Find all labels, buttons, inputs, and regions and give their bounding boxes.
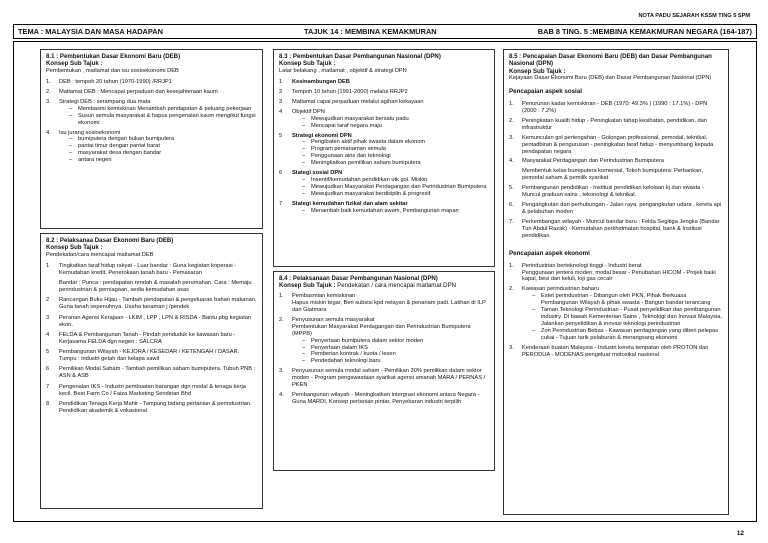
item-text: Rancangan Buku Hijau - Tambah pendapatan & pengeluaran bahan makanan. Guna tanah sepenuhnya. Usaha tanaman j /pendek [59, 297, 257, 311]
item-text: DEB : tempoh 20 tahun (1970-1990) /RRJP1 [59, 78, 172, 85]
box-desc: Pendekatan/cara mencapai matlamat DEB [46, 251, 154, 258]
sub-item-text: Program pemanaman semula [311, 146, 386, 153]
box-8-2 [40, 233, 263, 509]
sub-list [292, 338, 489, 366]
item-text: Kesinambungan DEB [292, 78, 350, 85]
list-item [509, 101, 723, 115]
item-text: Penyusunan semula masyarakat [292, 316, 375, 323]
sub-item-text: Pemberian kontrak / kuota / lesen [311, 351, 396, 358]
list-item [46, 99, 257, 127]
item-text: FELDA & Pembangunan Tanah - Pindah penduduk ke kawasan baru - Kerjasama FELDA dgn negeri : SALCRA [59, 331, 236, 345]
item-number: 1. [509, 262, 514, 269]
list-item [279, 201, 489, 215]
item-body [292, 392, 489, 406]
list-item [279, 79, 489, 86]
list-item [46, 401, 257, 415]
box-8-5 [503, 49, 729, 515]
item-text: Objektif DPN [292, 108, 325, 115]
item-body [292, 368, 489, 389]
item-number: 2. [46, 88, 51, 95]
sub-item [302, 184, 489, 191]
dash-icon: – [302, 344, 306, 351]
box-desc: Pendekatan / cara mencapai matlamat DPN [337, 282, 457, 290]
item-text: Matlamat capai perpaduan melalui agihan kekayaan [292, 98, 424, 105]
item-text: Kemunculan gol pertengahan - Golongan professional, pemodal, teknikal, pentadbiran & pengurusan - peningkatan taraf hidup - menyumbang kepada pendapatan negara [522, 134, 714, 155]
item-body [59, 99, 257, 127]
list-item [509, 286, 723, 342]
item-body [292, 201, 489, 215]
item-text: Membentuk kelas bumiputera komersial, Tokoh bumiputera: Perbankan, pemodal saham & pemilik syarikat [522, 168, 704, 182]
item-extra: Pembentukan Masyarakat Perdagangan dan Perindustrian Bumiputera (MPPB) [292, 323, 471, 337]
item-text: Pembangunan pendidikan - Institusi pendidikan kelolaan kj dan swasta - Muncul graduan sains , tekonologi & teknikal. [522, 185, 704, 199]
topic-title: TAJUK 14 : MEMBINA KEMAKMURAN [304, 27, 437, 36]
sub-item [302, 139, 489, 146]
item-number: 7. [509, 219, 514, 226]
box-title: 8.3 : Pembentukan Dasar Pembangunan Nasional (DPN) [279, 53, 441, 60]
theme-title: TEMA : MALAYSIA DAN MASA HADAPAN [18, 27, 163, 36]
sub-item-text: Estet perindustrian - Dibangun oleh PKN, Pihak Berkuasa Pembangunan Wilayah & pihak swasta - Bangun bandar terancang [541, 293, 711, 307]
item-number [509, 168, 522, 182]
item-list [279, 79, 489, 215]
item-text: Strategi DEB : serampang dua mata [59, 98, 151, 105]
item-text: Isu jurang sosioekonomi [59, 129, 121, 136]
sub-item [302, 146, 489, 153]
dash-icon: – [302, 358, 306, 365]
list-item [279, 293, 489, 314]
sub-item [302, 160, 489, 167]
sub-item [302, 191, 489, 198]
list-item [279, 89, 489, 96]
item-number: 8 [46, 400, 50, 407]
item-number: 6. [509, 202, 514, 209]
sub-item [69, 106, 257, 113]
sub-list [59, 136, 257, 164]
list-item [279, 133, 489, 168]
sub-item-text: Zon Perindustrian Bebas - Kawasan perdagangan yang diberi pelepas cukai - Tujuan tarik pelaburan & merangsang ekonomi [541, 328, 719, 342]
item-body [292, 99, 489, 106]
sub-item [302, 177, 489, 184]
box-8-1 [40, 49, 263, 229]
item-text: Kenderaan buatan Malaysia - Industri kereta tempatan oleh PROTON dan PERODUA - MODENAS pengeluar motosikal nasional [522, 345, 709, 358]
item-body [59, 349, 257, 363]
item-body [59, 280, 257, 294]
sub-item-text: Taman Teknologi Perindustrian - Pusat penyelidikan dan pembangunan industry. Di bawah Kementerian Sains , Teknologi dan Inovasi Malaysia, Jalankan penyelidikan & inovasi teknologi perindustrian [541, 307, 722, 328]
economic-heading: Pencapaian aspek ekonomi [509, 249, 590, 257]
list-item [509, 219, 723, 240]
item-body [522, 263, 723, 284]
sub-item-text: Menambah baik kemudahan awam, Pembangunan mapan [311, 208, 459, 215]
dash-icon: – [69, 136, 73, 143]
item-text: Pendidikan Tenaga Kerja Mahir - Tampung bidang pertanian & perindustrian. Pendidikan akademik & vokasional [59, 400, 252, 414]
sub-item-text: Membasmi kemiskinan Menambah pendapatan & peluang pekerjaan [78, 105, 252, 112]
item-text: Matlamat DEB : Mencapai perpaduan dan kesejahteraan kaum [59, 88, 218, 95]
item-number: 2 [46, 297, 50, 304]
sub-item [302, 208, 489, 215]
sub-item [302, 116, 489, 123]
item-list [46, 263, 257, 415]
item-body [59, 130, 257, 165]
social-list [509, 101, 723, 240]
list-item [279, 392, 489, 406]
list-item [46, 349, 257, 363]
box-title: 8.2 : Pelaksanaa Dasar Ekonomi Baru (DEB) [46, 237, 174, 244]
item-number: 2 [279, 88, 283, 95]
sub-item [302, 351, 489, 358]
dash-icon: – [302, 146, 306, 153]
item-body [59, 79, 257, 86]
item-body [522, 135, 723, 156]
item-number: 5 [279, 132, 283, 139]
sub-item [532, 293, 723, 307]
box-8-4 [273, 271, 495, 471]
dash-icon: – [302, 153, 306, 160]
dash-icon: – [69, 150, 73, 157]
item-number: 2. [279, 316, 284, 323]
item-body [59, 366, 257, 380]
list-item [46, 263, 257, 277]
item-number: 3. [509, 134, 514, 141]
sub-item-text: Penyertaan dalam IKS [311, 344, 368, 351]
item-text: Pengangkutan dan perhubungan - Jalan raya, pengangkutan udara , kereta api & pelabuhan moden [522, 202, 722, 216]
item-number: 4. [279, 392, 284, 399]
item-body [292, 133, 489, 168]
dash-icon: – [302, 139, 306, 146]
box-desc: Kejayaan Dasar Ekonomi Baru (DEB) dan Dasar Pembangunan Nasional (DPN) [509, 75, 712, 82]
item-body [292, 89, 489, 96]
list-item [509, 345, 723, 359]
list-item [46, 280, 257, 294]
item-body [522, 345, 723, 359]
item-number: 3. [509, 345, 514, 352]
sub-item [532, 307, 723, 328]
item-body [59, 384, 257, 398]
item-number: 6 [279, 170, 283, 177]
list-item [46, 315, 257, 329]
box-subtitle: Konsep Sub Tajuk : [509, 67, 566, 75]
chapter-title: BAB 8 TING. 5 :MEMBINA KEMAKMURAN NEGARA (164-187) [537, 27, 752, 36]
list-item [46, 79, 257, 86]
dash-icon: – [302, 122, 306, 129]
item-number: 4 [46, 331, 50, 338]
list-item [46, 130, 257, 165]
box-title: 8.1 : Pembentukan Dasar Ekonomi Baru (DEB) [46, 53, 181, 60]
item-text: Peningkatan kualiti hidup - Peningkatan tahap kesihatan, pendidikan, dan infrastruktur [522, 117, 707, 131]
dash-icon: – [302, 337, 306, 344]
item-number: 1. [509, 100, 514, 107]
sub-item [302, 123, 489, 130]
item-text: Pembangunan Wilayah - KEJORA / KESEDAR / KETENGAH / DASAR. Tumpu : industri getah dan kelapa sawit [59, 349, 240, 363]
sub-item [302, 358, 489, 365]
sub-list [292, 208, 489, 215]
sub-item [69, 136, 257, 143]
item-body [522, 286, 723, 342]
sub-item-text: masyarakat desa dengan bandar [78, 150, 162, 157]
sub-item-text: bumiputera dengan bukan bumiputera [78, 136, 175, 143]
item-list [279, 293, 489, 406]
page-number: 12 [736, 530, 744, 537]
item-body [59, 89, 257, 96]
item-extra: Hapus miskin tegar, Beri subsisi kpd nelayan & penanam padi. Latihan di ILP dan Giatmara [292, 299, 486, 313]
item-body [292, 79, 489, 86]
item-text: Perkembangan wilayah - Muncul bandar baru : Felda Segitiga Jengka (Bandar Tun Abdul Razak) - Kemudahan perkhidmatan hospital, bank & Institusi pendidikan [522, 219, 720, 240]
sub-item-text: Mewujudkan masyarakat berdisiplin & progresif [311, 191, 431, 198]
sub-item [302, 153, 489, 160]
item-text: Pembangunan wilayah - Meningkatkan intergrasi ekonomi antara Negara - Guna MARDI, Konsep pertanian pintar, Penyebaran industri terpilih [292, 392, 480, 406]
item-body [522, 219, 723, 240]
item-number: 3 [46, 314, 50, 321]
item-body [292, 170, 489, 198]
item-number: 2. [509, 117, 514, 124]
box-desc: Latar belakang , matlamat , objektif & strategi DPN [279, 67, 407, 74]
item-text: Pengenalan IKS - Industri pembuatan barangan dgn modal & tenaga kerja kecil. Best Farm Co / Faiza Marketing Sendirian Bhd [59, 383, 246, 397]
item-text: Tingkatkan taraf hidup rakyat - Luar bandar : Guna kegiatan koperasi - Kemudahan kredit. Penerokaan tanah baru - Pemasaran [59, 262, 237, 276]
sub-item-text: antara negeri [78, 157, 112, 164]
item-text: Stategi kemudahan fizikal dan alam sekitar [292, 201, 408, 208]
item-body [292, 109, 489, 130]
item-number: 1 [46, 262, 50, 269]
sub-list [292, 139, 489, 167]
box-subtitle [279, 282, 489, 289]
list-item [509, 168, 723, 182]
list-item [509, 263, 723, 284]
sub-item-text: pantai timur dengan pantai barat [78, 143, 160, 150]
sub-item-text: Penyertaan bumiputera dalam sektor moden [311, 337, 424, 344]
box-subtitle: Konsep Sub Tajuk : [279, 60, 336, 68]
list-item [46, 297, 257, 311]
social-heading: Pencapaian aspek sosial [509, 88, 582, 96]
item-body [292, 317, 489, 366]
sub-item-text: Insentif/kemudahan pendidikan utk gol. Miskin [311, 177, 428, 184]
list-item [509, 135, 723, 156]
dash-icon: – [302, 191, 306, 198]
list-item [279, 170, 489, 198]
dash-icon: – [302, 160, 306, 167]
box-subtitle: Konsep Sub Tajuk : [46, 244, 103, 252]
item-number: 6 [46, 366, 50, 373]
header-note: NOTA PADU SEJARAH KSSM TING 5 SPM [638, 13, 750, 19]
item-number: 1 [279, 78, 283, 85]
item-number: 5. [509, 185, 514, 192]
item-text: Strategi ekonomi DPN [292, 132, 352, 139]
dash-icon: – [302, 351, 306, 358]
sub-item-text: Meningkatkan pemilikan saham bumiputera [311, 160, 421, 167]
box-title: 8.4 : Pelaksanaan Dasar Pembangunan Nasional (DPN) [279, 275, 438, 282]
list-item [279, 317, 489, 366]
sub-item [532, 328, 723, 342]
sub-list [292, 116, 489, 130]
item-body [59, 401, 257, 415]
item-text: Bandar : Punca : pendapatan rendah & masalah perumahan. Cara : Memaju perindustrian & perniagaan, sedia kemudahan asas [59, 280, 252, 294]
item-number: 7 [46, 383, 50, 390]
list-item [279, 99, 489, 106]
list-item [279, 368, 489, 389]
dash-icon: – [532, 328, 536, 335]
box-title: 8.5 : Pencapaian Dasar Ekonomi Baru (DEB) dan Dasar Pembangunan Nasional (DPN) [509, 53, 712, 68]
item-body [59, 315, 257, 329]
sub-list [59, 106, 257, 127]
dash-icon: – [69, 112, 73, 119]
item-body [522, 168, 723, 182]
list-item [46, 89, 257, 96]
item-body [522, 101, 723, 115]
item-body [292, 293, 489, 314]
item-list [46, 79, 257, 164]
item-number: 2. [509, 286, 514, 293]
dash-icon: – [302, 115, 306, 122]
item-number: 3 [279, 98, 283, 105]
item-number: 4. [509, 158, 514, 165]
list-item [509, 202, 723, 216]
dash-icon: – [302, 184, 306, 191]
item-text: Penurunan kadar kemiskinan - DEB (1970: 49.3% ) (1990 : 17.1%) - DPN (2000 : 7.2%) [522, 100, 708, 114]
item-number: 3. [46, 98, 51, 105]
item-body [522, 202, 723, 216]
dash-icon: – [532, 293, 536, 300]
item-body [522, 118, 723, 132]
box-subtitle-label: Konsep Sub Tajuk : [279, 282, 336, 290]
sub-item [69, 113, 257, 127]
sub-item-text: Pengibaten aktif pihak swasta dalam ekonom [311, 139, 426, 146]
box-desc: Pembentukan , matlamat dan isu sosioekonomi DEB [46, 67, 179, 74]
item-extra: Penggunaan jentera moden, modal besar - Penubahan HICOM - Projek baiki kapal, besi dan keluli, loji gas cecair [522, 269, 716, 283]
dash-icon: – [69, 105, 73, 112]
item-body [522, 158, 723, 165]
dash-icon: – [302, 177, 306, 184]
item-text: Masyarakat Perdagangan dan Perindustrian Bumiputera [522, 158, 664, 165]
list-item [509, 118, 723, 132]
sub-item [69, 143, 257, 150]
list-item [46, 332, 257, 346]
item-text: Pembasmian kemiskinan [292, 292, 356, 299]
dash-icon: – [69, 157, 73, 164]
dash-icon: – [69, 143, 73, 150]
economic-list [509, 263, 723, 359]
item-number: 1. [279, 292, 284, 299]
item-text: Stategi sosial DPN [292, 170, 343, 177]
sub-item-text: Mewujudkan masyarakat bersatu padu [311, 115, 409, 122]
item-body [59, 297, 257, 311]
sub-item [69, 150, 257, 157]
item-number: 3. [279, 368, 284, 375]
sub-item [302, 338, 489, 345]
list-item [279, 109, 489, 130]
item-number: 5 [46, 349, 50, 356]
item-text: Pemilikan Modal Saham - Tambah pemilikan saham bumiputera. Tubuh PNB : ASN & ASB [59, 366, 256, 380]
sub-item-text: Mencapai taraf negara maju [311, 122, 382, 129]
title-bar [13, 24, 757, 39]
item-text: Tempoh 10 tahun (1991-2000) melalui RRJP2 [292, 88, 408, 95]
sub-item [69, 157, 257, 164]
list-item [509, 185, 723, 199]
list-item [509, 158, 723, 165]
dash-icon: – [532, 307, 536, 314]
item-text: Kawasan perindustrian baharu [522, 286, 600, 293]
box-subtitle: Konsep Sub Tajuk : [46, 60, 103, 68]
item-body [59, 263, 257, 277]
box-8-3 [273, 49, 495, 267]
item-number: 7 [279, 201, 283, 208]
item-body [59, 332, 257, 346]
item-number [46, 280, 59, 294]
sub-item-text: Penggunaan ains dan teknologi [311, 153, 391, 160]
dash-icon: – [302, 208, 306, 215]
item-number: 4. [46, 129, 51, 136]
sub-item-text: Pendedahan teknologi baru [311, 358, 381, 365]
item-text: Perindustrian berteknologi tinggi - Industri berat [522, 262, 642, 269]
item-number: 4 [279, 108, 283, 115]
sub-item-text: Mewujudkan Masyarakat Perdagangan dan Perindustrian Bumiputera [311, 184, 487, 191]
item-number: 1. [46, 78, 51, 85]
item-body [522, 185, 723, 199]
item-text: Penyusunan semula modal saham - Pemilikan 30% pemilikan dalam sektor moden - Program pengswastaan syarikat agensi amanah MARA / PERNAS / PKEN [292, 368, 486, 389]
sub-list [292, 177, 489, 198]
sub-item-text: Susun semula masyarakat & hapus pengenalan kaum mengikut fungsi ekonomi [78, 112, 256, 126]
list-item [46, 384, 257, 398]
list-item [46, 366, 257, 380]
sub-list [522, 293, 723, 342]
sub-item [302, 345, 489, 352]
item-text: Peranan Agensi Kerajaan - LKIM , LPP , LPN & RISDA - Bantu pbg kegiatan ekon. [59, 314, 252, 328]
